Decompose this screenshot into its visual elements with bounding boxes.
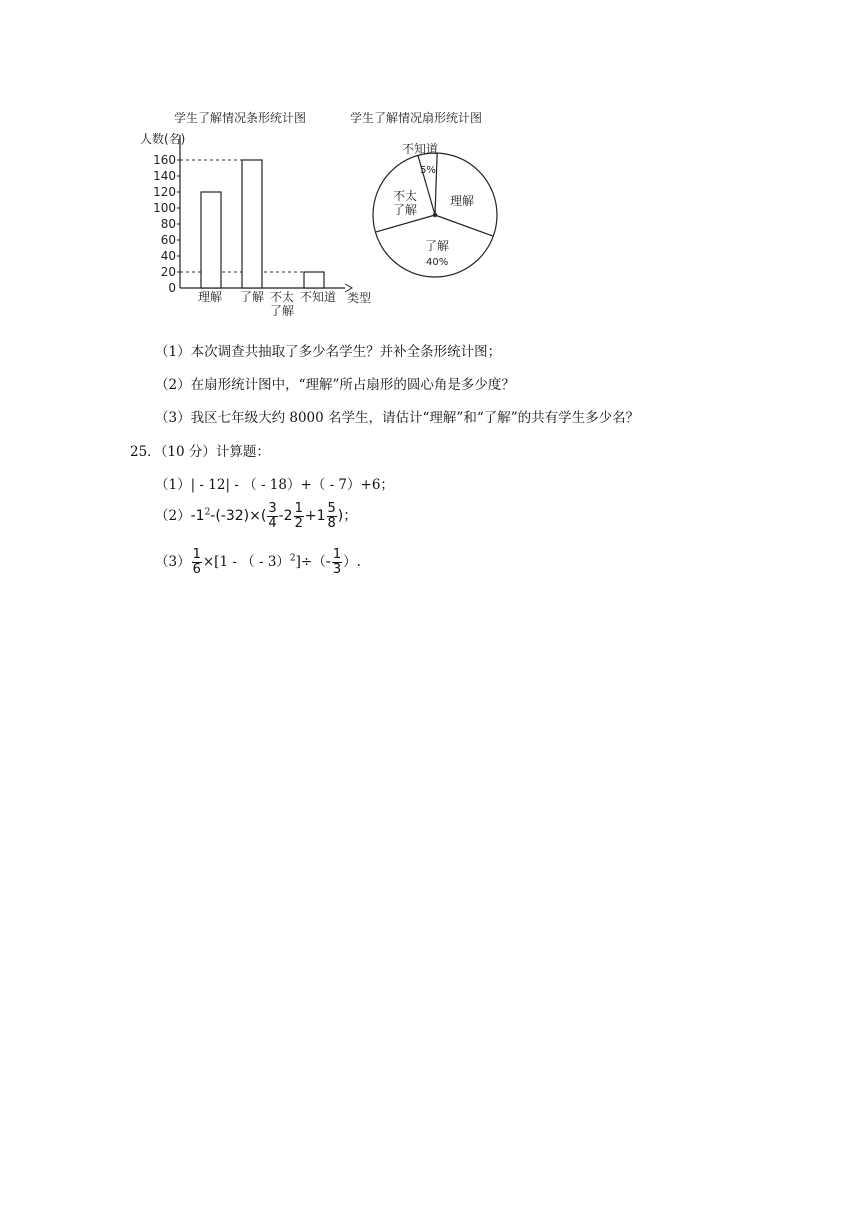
fraction bbox=[332, 548, 342, 577]
problem-25-part-2 bbox=[155, 502, 357, 531]
part-number: （3） bbox=[155, 554, 191, 570]
y-tick-label: 120 bbox=[153, 185, 176, 199]
fraction bbox=[267, 502, 277, 531]
question-2: （2）在扇形统计图中，“理解”所占扇形的圆心角是多少度？ bbox=[155, 377, 515, 393]
y-tick-label: 140 bbox=[153, 169, 176, 183]
denominator: 3 bbox=[332, 562, 342, 577]
pie-pct-not-know: 5% bbox=[420, 165, 436, 176]
denominator: 4 bbox=[268, 516, 277, 531]
bar-理解 bbox=[201, 192, 221, 288]
bars bbox=[201, 160, 324, 288]
math-text: ）. bbox=[343, 554, 361, 570]
y-axis-label: 人数(名) bbox=[140, 132, 186, 146]
pie-pct-know: 40% bbox=[426, 257, 449, 268]
pie-label-not-much: 了解 bbox=[393, 203, 418, 217]
numerator: 1 bbox=[192, 547, 201, 562]
statistics-figures bbox=[140, 105, 510, 325]
math-text: ]÷（ bbox=[295, 554, 326, 570]
y-tick-label: 20 bbox=[160, 265, 176, 279]
fraction bbox=[192, 548, 202, 577]
math-text: )； bbox=[337, 508, 358, 524]
y-tick-label: 60 bbox=[160, 233, 176, 247]
bar-category-label: 了解 bbox=[270, 304, 295, 318]
problem-25-part-1: （1）| ‐ 12| ‐ （ ‐ 18）+（ ‐ 7）+6； bbox=[155, 477, 394, 493]
numerator: 1 bbox=[332, 547, 342, 562]
math-text: ×[1 ‐ （ ‐ 3） bbox=[202, 554, 290, 570]
bar-category-label: 了解 bbox=[240, 290, 265, 304]
y-tick-label: 0 bbox=[168, 281, 176, 295]
denominator: 8 bbox=[327, 516, 336, 531]
y-tick-label: 100 bbox=[153, 201, 176, 215]
numerator: 5 bbox=[327, 501, 336, 516]
question-1: （1）本次调查共抽取了多少名学生？并补全条形统计图； bbox=[155, 344, 502, 360]
x-axis-label: 类型 bbox=[347, 291, 372, 305]
numerator: 1 bbox=[294, 501, 303, 516]
y-tick-label: 160 bbox=[153, 153, 176, 167]
exponent: 2 bbox=[204, 507, 211, 518]
pie-label-know: 了解 bbox=[425, 239, 450, 253]
minus-sign: ‐ bbox=[325, 554, 331, 570]
pie-label-understand: 理解 bbox=[450, 194, 475, 208]
fraction bbox=[294, 502, 304, 531]
math-text: ‐2 bbox=[278, 508, 293, 524]
math-text: ‐(‐32)×( bbox=[210, 508, 267, 524]
y-ticks bbox=[153, 153, 305, 295]
question-3: （3）我区七年级大约 8000 名学生，请估计“理解”和“了解”的共有学生多少名？ bbox=[155, 410, 640, 426]
denominator: 2 bbox=[294, 516, 303, 531]
bar-chart bbox=[140, 110, 371, 318]
math-text: +1 bbox=[304, 508, 326, 524]
pie-chart bbox=[350, 110, 497, 277]
numerator: 3 bbox=[268, 501, 277, 516]
bar-不知道 bbox=[304, 272, 324, 288]
pie-chart-title: 学生了解情况扇形统计图 bbox=[350, 111, 483, 125]
bar-category-label: 理解 bbox=[198, 290, 223, 304]
bar-chart-title: 学生了解情况条形统计图 bbox=[174, 111, 307, 125]
problem-25-header: 25．（10 分）计算题： bbox=[130, 444, 270, 460]
y-tick-label: 40 bbox=[160, 249, 176, 263]
y-tick-label: 80 bbox=[160, 217, 176, 231]
denominator: 6 bbox=[192, 562, 201, 577]
exponent: 2 bbox=[289, 553, 296, 564]
bar-category-label: 不太 bbox=[270, 290, 295, 304]
bar-category-label: 不知道 bbox=[300, 290, 337, 304]
pie-label-not-much: 不太 bbox=[393, 189, 418, 203]
bar-了解 bbox=[242, 160, 262, 288]
problem-25-part-3 bbox=[155, 548, 361, 577]
fraction bbox=[327, 502, 337, 531]
pie-label-not-know: 不知道 bbox=[402, 142, 439, 156]
math-text: ‐1 bbox=[190, 508, 205, 524]
part-number: （2） bbox=[155, 508, 191, 524]
pie-center bbox=[433, 213, 437, 217]
